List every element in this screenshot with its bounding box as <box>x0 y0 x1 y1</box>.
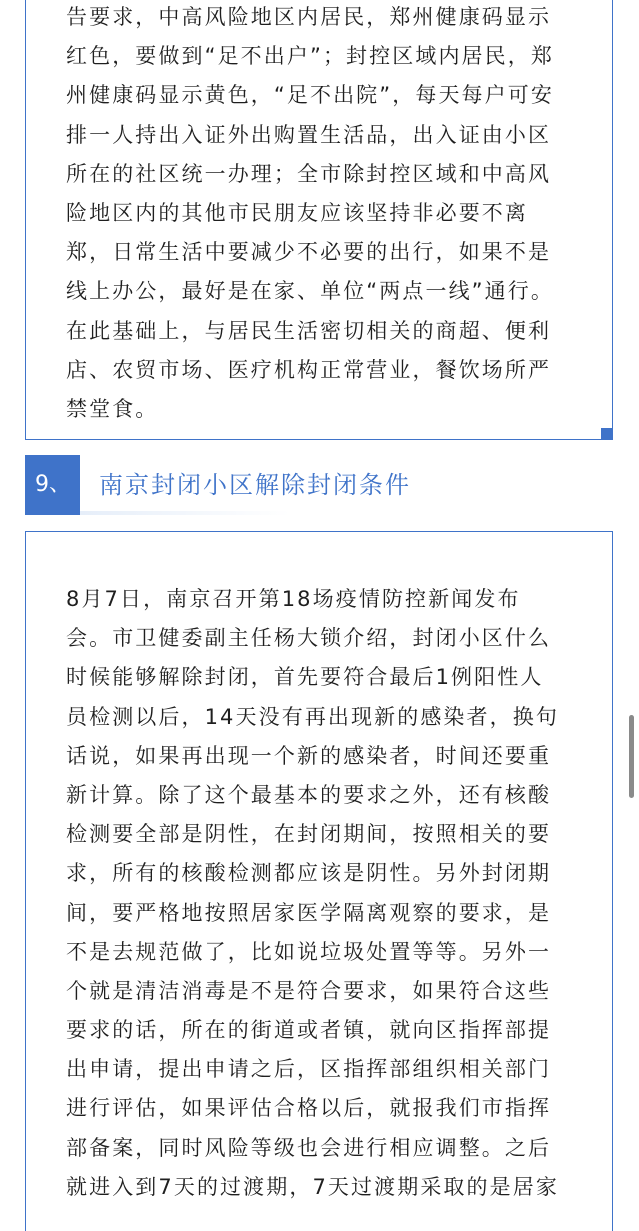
section-9-header <box>25 455 411 515</box>
paragraph-line: 个就是清洁消毒是不是符合要求，如果符合这些 <box>66 978 552 1003</box>
paragraph-line: 在此基础上，与居民生活密切相关的商超、便利 <box>66 318 552 343</box>
vertical-scrollbar[interactable] <box>629 715 634 798</box>
paragraph-line: 险地区内的其他市民朋友应该坚持非必要不离 <box>66 200 528 225</box>
section-number: 9、 <box>35 472 71 497</box>
paragraph-line: 进行评估，如果评估合格以后，就报我们市指挥 <box>66 1096 552 1121</box>
paragraph-line: 新计算。除了这个最基本的要求之外，还有核酸 <box>66 782 552 807</box>
paragraph-line: 店、农贸市场、医疗机构正常营业，餐饮场所严 <box>66 357 552 382</box>
paragraph-line: 线上办公，最好是在家、单位“两点一线”通行。 <box>66 279 554 304</box>
paragraph-line: 员检测以后，14天没有再出现新的感染者，换句 <box>66 704 559 729</box>
paragraph-line: 会。市卫健委副主任杨大锁介绍，封闭小区什么 <box>66 626 552 651</box>
section-number-tab <box>25 455 80 515</box>
section-9-content-box <box>25 531 613 1231</box>
paragraph-line: 要求的话，所在的街道或者镇，就向区指挥部提 <box>66 1018 552 1043</box>
section-title-underline <box>80 511 290 515</box>
paragraph-line: 8月7日，南京召开第18场疫情防控新闻发布 <box>66 587 521 611</box>
paragraph-line: 排一人持出入证外出购置生活品，出入证由小区 <box>66 122 552 147</box>
paragraph-line: 求，所有的核酸检测都应该是阴性。另外封闭期 <box>66 861 552 886</box>
section-8-paragraph <box>66 0 576 429</box>
paragraph-line: 郑，日常生活中要减少不必要的出行，如果不是 <box>66 240 552 265</box>
section-8-content-box <box>25 0 613 440</box>
paragraph-line: 告要求，中高风险地区内居民，郑州健康码显示 <box>66 5 552 29</box>
paragraph-line: 就进入到7天的过渡期，7天过渡期采取的是居家 <box>66 1174 559 1199</box>
paragraph-line: 不是去规范做了，比如说垃圾处置等等。另外一 <box>66 939 552 964</box>
paragraph-line: 所在的社区统一办理；全市除封控区域和中高风 <box>66 161 552 186</box>
section-9-paragraph <box>66 580 576 1207</box>
paragraph-line: 部备案，同时风险等级也会进行相应调整。之后 <box>66 1135 552 1160</box>
paragraph-line: 话说，如果再出现一个新的感染者，时间还要重 <box>66 743 552 768</box>
paragraph-line: 检测要全部是阴性，在封闭期间，按照相关的要 <box>66 822 552 847</box>
section-title: 南京封闭小区解除封闭条件 <box>99 471 411 499</box>
paragraph-line: 红色，要做到“足不出户”；封控区域内居民，郑 <box>66 44 554 69</box>
paragraph-line: 时候能够解除封闭，首先要符合最后1例阳性人 <box>66 665 544 690</box>
box-corner-marker <box>601 428 612 439</box>
paragraph-line: 禁堂食。 <box>66 396 159 421</box>
paragraph-line: 间，要严格地按照居家医学隔离观察的要求，是 <box>66 900 552 925</box>
paragraph-line: 出申请，提出申请之后，区指挥部组织相关部门 <box>66 1057 552 1082</box>
paragraph-line: 州健康码显示黄色，“足不出院”，每天每户可安 <box>66 83 554 108</box>
